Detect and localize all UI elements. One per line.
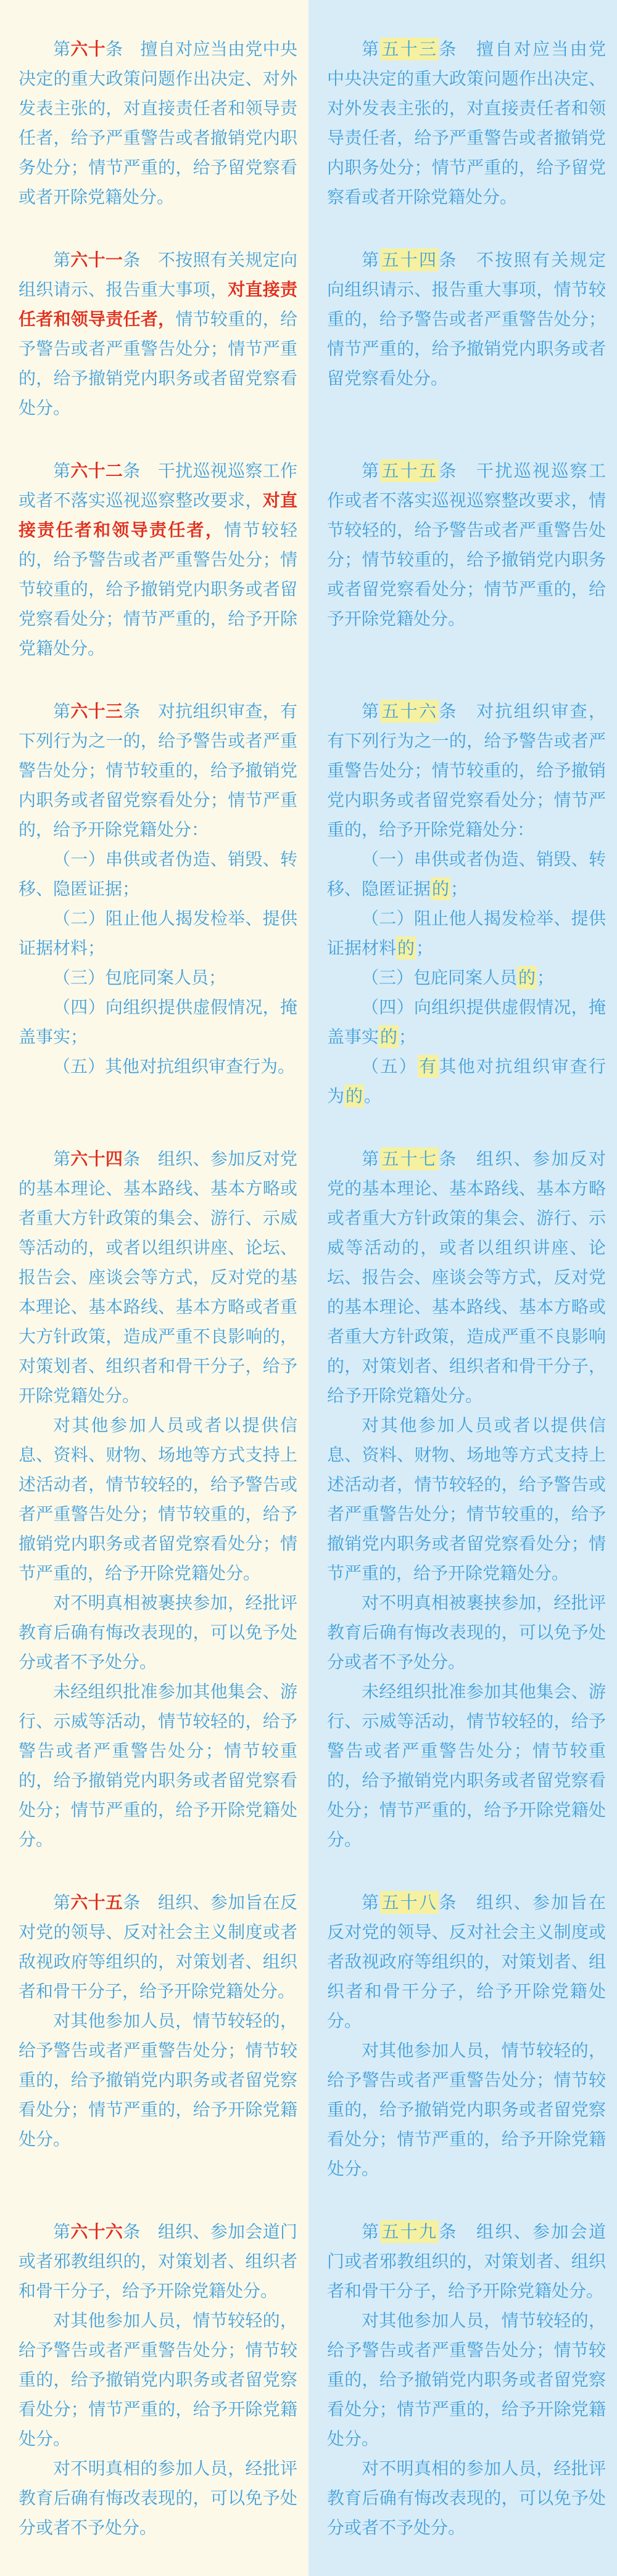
paragraph — [327, 456, 606, 634]
article-53 — [327, 35, 606, 212]
text-run: 擅自对应当由党中央决定的重大政策问题作出决定、对外发表主张的，对直接责任者和领导责任者，给予严重警告或者撤销党内职务处分；情节严重的，给予留党察看或者开除党籍处分。 — [327, 39, 606, 207]
text-run: 对其他参加人员，情节较轻的，给予警告或者严重警告处分；情节较重的，给予撤销党内职务或者留党察看处分；情节严重的，给予开除党籍处分。 — [19, 2011, 297, 2149]
paragraph — [327, 1888, 606, 2036]
paragraph — [327, 2306, 606, 2454]
text-run: （二）阻止他人揭发检举、提供证据材料 — [327, 909, 606, 958]
article-60 — [19, 35, 297, 212]
article-number: 六十五 — [70, 1893, 123, 1912]
text-run: 第 — [362, 1893, 381, 1912]
paragraph — [327, 1411, 606, 1588]
left-column-cell — [0, 2217, 308, 2576]
right-column-cell — [308, 1144, 617, 1888]
text-run: 未经组织批准参加其他集会、游行、示威等活动，情节较轻的，给予警告或者严重警告处分；情节较重的，给予撤销党内职务或者留党察看处分；情节严重的，给予开除党籍处分。 — [19, 1682, 297, 1849]
left-column-cell — [0, 697, 308, 1144]
text-run: 第 — [53, 702, 71, 721]
paragraph — [19, 904, 297, 963]
article-66 — [19, 2217, 297, 2543]
text-run: 对其他参加人员，情节较轻的，给予警告或者严重警告处分；情节较重的，给予撤销党内职务或者留党察看处分；情节严重的，给予开除党籍处分。 — [327, 2311, 606, 2448]
paragraph — [19, 845, 297, 904]
text-run: 对不明真相的参加人员，经批评教育后确有悔改表现的，可以免予处分或者不予处分。 — [19, 2459, 297, 2537]
text-run: 干扰巡视巡察工作或者不落实巡视巡察整改要求， — [19, 461, 297, 510]
text-run: 不按照有关规定向组织请示、报告重大事项，情节较重的，给予警告或者严重警告处分；情节严重的，给予撤销党内职务或者留党察看处分。 — [327, 250, 606, 388]
paragraph — [327, 845, 606, 904]
text-run: 对其他参加人员，情节较轻的，给予警告或者严重警告处分；情节较重的，给予撤销党内职务或者留党察看处分；情节严重的，给予开除党籍处分。 — [327, 2041, 606, 2178]
highlighted-text: 的 — [379, 1025, 399, 1048]
text-run: 条 — [123, 702, 141, 721]
left-column-cell — [0, 456, 308, 697]
article-57 — [327, 1144, 606, 1855]
text-run: （三）包庇同案人员； — [53, 968, 226, 987]
left-column-cell — [0, 1144, 308, 1888]
text-run: 条 — [439, 461, 458, 480]
highlighted-text: 五十三 — [380, 38, 439, 60]
highlighted-text: 五十六 — [380, 700, 439, 723]
paragraph — [19, 2306, 297, 2454]
text-run: 条 — [123, 1893, 141, 1912]
text-run: 条 — [439, 250, 458, 269]
paragraph — [327, 963, 606, 993]
paragraph — [327, 1677, 606, 1855]
paragraph — [327, 697, 606, 845]
right-column-cell — [308, 245, 617, 456]
paragraph — [19, 2454, 297, 2543]
paragraph — [327, 1052, 606, 1111]
text-run: 第 — [362, 250, 381, 269]
text-run: 条 — [439, 1149, 458, 1168]
text-run: 第 — [53, 39, 71, 59]
left-column-cell — [0, 1888, 308, 2217]
highlighted-text: 有 — [418, 1055, 439, 1078]
text-run: 第 — [362, 39, 381, 59]
text-run: 第 — [362, 702, 381, 721]
article-number: 六十四 — [70, 1149, 123, 1168]
highlighted-text: 五十八 — [380, 1891, 439, 1914]
article-number: 六十二 — [70, 461, 123, 480]
paragraph — [19, 963, 297, 993]
paragraph — [19, 245, 297, 423]
text-run: 。 — [364, 1086, 382, 1105]
text-run: 第 — [53, 1149, 71, 1168]
text-run: 不按照有关规定向组织请示、报告重大事项， — [19, 250, 297, 299]
highlighted-text: 的 — [517, 966, 537, 989]
text-run: （三）包庇同案人员 — [362, 968, 518, 987]
text-run: 对不明真相被裹挟参加，经批评教育后确有悔改表现的，可以免予处分或者不予处分。 — [19, 1593, 297, 1672]
paragraph — [19, 1052, 297, 1081]
paragraph — [327, 2036, 606, 2184]
text-run: 对不明真相的参加人员，经批评教育后确有悔改表现的，可以免予处分或者不予处分。 — [327, 2459, 606, 2537]
paragraph — [19, 1888, 297, 2006]
highlighted-text: 五十九 — [380, 2220, 439, 2243]
paragraph — [19, 1588, 297, 1677]
paragraph — [327, 35, 606, 212]
article-64 — [19, 1144, 297, 1855]
text-run: 第 — [53, 1893, 71, 1912]
text-run: 第 — [362, 2222, 381, 2241]
text-run: 条 — [439, 1893, 458, 1912]
paragraph — [327, 1588, 606, 1677]
text-run: 情节较轻的，给予警告或者严重警告处分；情节较重的，给予撤销党内职务或者留党察看处分；情节严重的，给予开除党籍处分。 — [19, 520, 297, 658]
article-61 — [19, 245, 297, 423]
paragraph — [19, 993, 297, 1052]
paragraph — [327, 993, 606, 1052]
article-58 — [327, 1888, 606, 2184]
text-run: （四）向组织提供虚假情况，掩盖事实； — [19, 998, 297, 1046]
text-run: 擅自对应当由党中央决定的重大政策问题作出决定、对外发表主张的，对直接责任者和领导责任者，给予严重警告或者撤销党内职务处分；情节严重的，给予留党察看或者开除党籍处分。 — [19, 39, 297, 207]
article-65 — [19, 1888, 297, 2154]
article-number: 六十一 — [70, 250, 123, 269]
text-run: 组织、参加反对党的基本理论、基本路线、基本方略或者重大方针政策的集会、游行、示威等活动的，或者以组织讲座、论坛、报告会、座谈会等方式，反对党的基本理论、基本路线、基本方略或者重大方针政策，造成严重不良影响的，对策划者、组织者和骨干分子，给予开除党籍处分。 — [327, 1149, 606, 1405]
highlighted-text: 五十七 — [380, 1147, 439, 1170]
text-run: 第 — [53, 250, 71, 269]
article-number: 六十三 — [70, 702, 123, 721]
right-column-cell — [308, 1888, 617, 2217]
text-run: （一）串供或者伪造、销毁、转移、隐匿证据 — [327, 850, 606, 898]
added-text: 对直接责任者和领导责任者， — [19, 491, 297, 539]
text-run: 条 — [123, 461, 141, 480]
right-column-cell — [308, 2217, 617, 2576]
paragraph — [327, 2454, 606, 2543]
text-run: （五）其他对抗组织审查行为。 — [53, 1057, 296, 1076]
text-run: 条 — [123, 2222, 141, 2241]
article-55 — [327, 456, 606, 634]
text-run: 条 — [105, 39, 123, 59]
paragraph — [19, 456, 297, 663]
text-run: （五） — [362, 1057, 418, 1076]
text-run: 组织、参加旨在反对党的领导、反对社会主义制度或者敌视政府等组织的，对策划者、组织者和骨干分子，给予开除党籍处分。 — [327, 1893, 606, 2030]
article-59 — [327, 2217, 606, 2543]
text-run: 对不明真相被裹挟参加，经批评教育后确有悔改表现的，可以免予处分或者不予处分。 — [327, 1593, 606, 1672]
text-run: 第 — [362, 461, 381, 480]
text-run: 条 — [439, 702, 458, 721]
text-run: 干扰巡视巡察工作或者不落实巡视巡察整改要求，情节较轻的，给予警告或者严重警告处分；情节较重的，给予撤销党内职务或者留党察看处分；情节严重的，给予开除党籍处分。 — [327, 461, 606, 628]
text-run: 第 — [53, 461, 71, 480]
text-run: 组织、参加会道门或者邪教组织的，对策划者、组织者和骨干分子，给予开除党籍处分。 — [19, 2222, 297, 2300]
text-run: 对其他参加人员或者以提供信息、资料、财物、场地等方式支持上述活动者，情节较轻的，给予警告或者严重警告处分；情节较重的，给予撤销党内职务或者留党察看处分；情节严重的，给予开除党籍处分。 — [19, 1416, 297, 1583]
text-run: 条 — [123, 250, 141, 269]
text-run: ； — [399, 1027, 416, 1046]
highlighted-text: 五十四 — [380, 248, 439, 271]
text-run: 第 — [362, 1149, 381, 1168]
highlighted-text: 五十五 — [380, 459, 439, 482]
text-run: ； — [537, 968, 555, 987]
paragraph — [327, 245, 606, 393]
text-run: 其他对抗组织审查行为 — [327, 1057, 606, 1105]
article-63 — [19, 697, 297, 1081]
text-run: 对其他参加人员，情节较轻的，给予警告或者严重警告处分；情节较重的，给予撤销党内职务或者留党察看处分；情节严重的，给予开除党籍处分。 — [19, 2311, 297, 2448]
left-column-cell — [0, 245, 308, 456]
text-run: ； — [450, 879, 468, 898]
text-run: （二）阻止他人揭发检举、提供证据材料； — [19, 909, 297, 958]
text-run: 第 — [53, 2222, 71, 2241]
paragraph — [19, 1677, 297, 1855]
paragraph — [19, 2217, 297, 2306]
text-run: 条 — [439, 39, 458, 59]
text-run: 组织、参加反对党的基本理论、基本路线、基本方略或者重大方针政策的集会、游行、示威等活动的，或者以组织讲座、论坛、报告会、座谈会等方式，反对党的基本理论、基本路线、基本方略或者重大方针政策，造成严重不良影响的，对策划者、组织者和骨干分子，给予开除党籍处分。 — [19, 1149, 297, 1405]
paragraph — [19, 697, 297, 845]
right-column-cell — [308, 456, 617, 697]
text-run: 未经组织批准参加其他集会、游行、示威等活动，情节较轻的，给予警告或者严重警告处分；情节较重的，给予撤销党内职务或者留党察看处分；情节严重的，给予开除党籍处分。 — [327, 1682, 606, 1849]
article-62 — [19, 456, 297, 663]
right-column-cell — [308, 697, 617, 1144]
added-text: 对直接责任者和领导责任者， — [19, 280, 297, 329]
paragraph — [19, 1411, 297, 1588]
paragraph — [327, 2217, 606, 2306]
text-run: 对抗组织审查，有下列行为之一的，给予警告或者严重警告处分；情节较重的，给予撤销党内职务或者留党察看处分；情节严重的，给予开除党籍处分： — [327, 702, 606, 839]
text-run: 对抗组织审查，有下列行为之一的，给予警告或者严重警告处分；情节较重的，给予撤销党内职务或者留党察看处分；情节严重的，给予开除党籍处分： — [19, 702, 297, 839]
left-column-cell — [0, 0, 308, 245]
right-column-cell — [308, 0, 617, 245]
article-54 — [327, 245, 606, 393]
text-run: 条 — [439, 2222, 458, 2241]
paragraph — [327, 1144, 606, 1411]
text-run: 对其他参加人员或者以提供信息、资料、财物、场地等方式支持上述活动者，情节较轻的，给予警告或者严重警告处分；情节较重的，给予撤销党内职务或者留党察看处分；情节严重的，给予开除党籍处分。 — [327, 1416, 606, 1583]
text-run: 情节较重的，给予警告或者严重警告处分；情节严重的，给予撤销党内职务或者留党察看处分。 — [19, 310, 297, 417]
article-56 — [327, 697, 606, 1111]
paragraph — [19, 2006, 297, 2154]
text-run: 组织、参加会道门或者邪教组织的，对策划者、组织者和骨干分子，给予开除党籍处分。 — [327, 2222, 606, 2300]
text-run: （一）串供或者伪造、销毁、转移、隐匿证据； — [19, 850, 297, 898]
text-run: ； — [416, 938, 434, 958]
paragraph — [19, 1144, 297, 1411]
highlighted-text: 的 — [344, 1085, 364, 1107]
highlighted-text: 的 — [396, 937, 416, 959]
highlighted-text: 的 — [431, 877, 450, 900]
paragraph — [327, 904, 606, 963]
article-number: 六十 — [70, 39, 106, 59]
text-run: 条 — [123, 1149, 141, 1168]
paragraph — [19, 35, 297, 212]
article-number: 六十六 — [70, 2222, 123, 2241]
text-run: 组织、参加旨在反对党的领导、反对社会主义制度或者敌视政府等组织的，对策划者、组织者和骨干分子，给予开除党籍处分。 — [19, 1893, 297, 2001]
text-run: （四）向组织提供虚假情况，掩盖事实 — [327, 998, 606, 1046]
